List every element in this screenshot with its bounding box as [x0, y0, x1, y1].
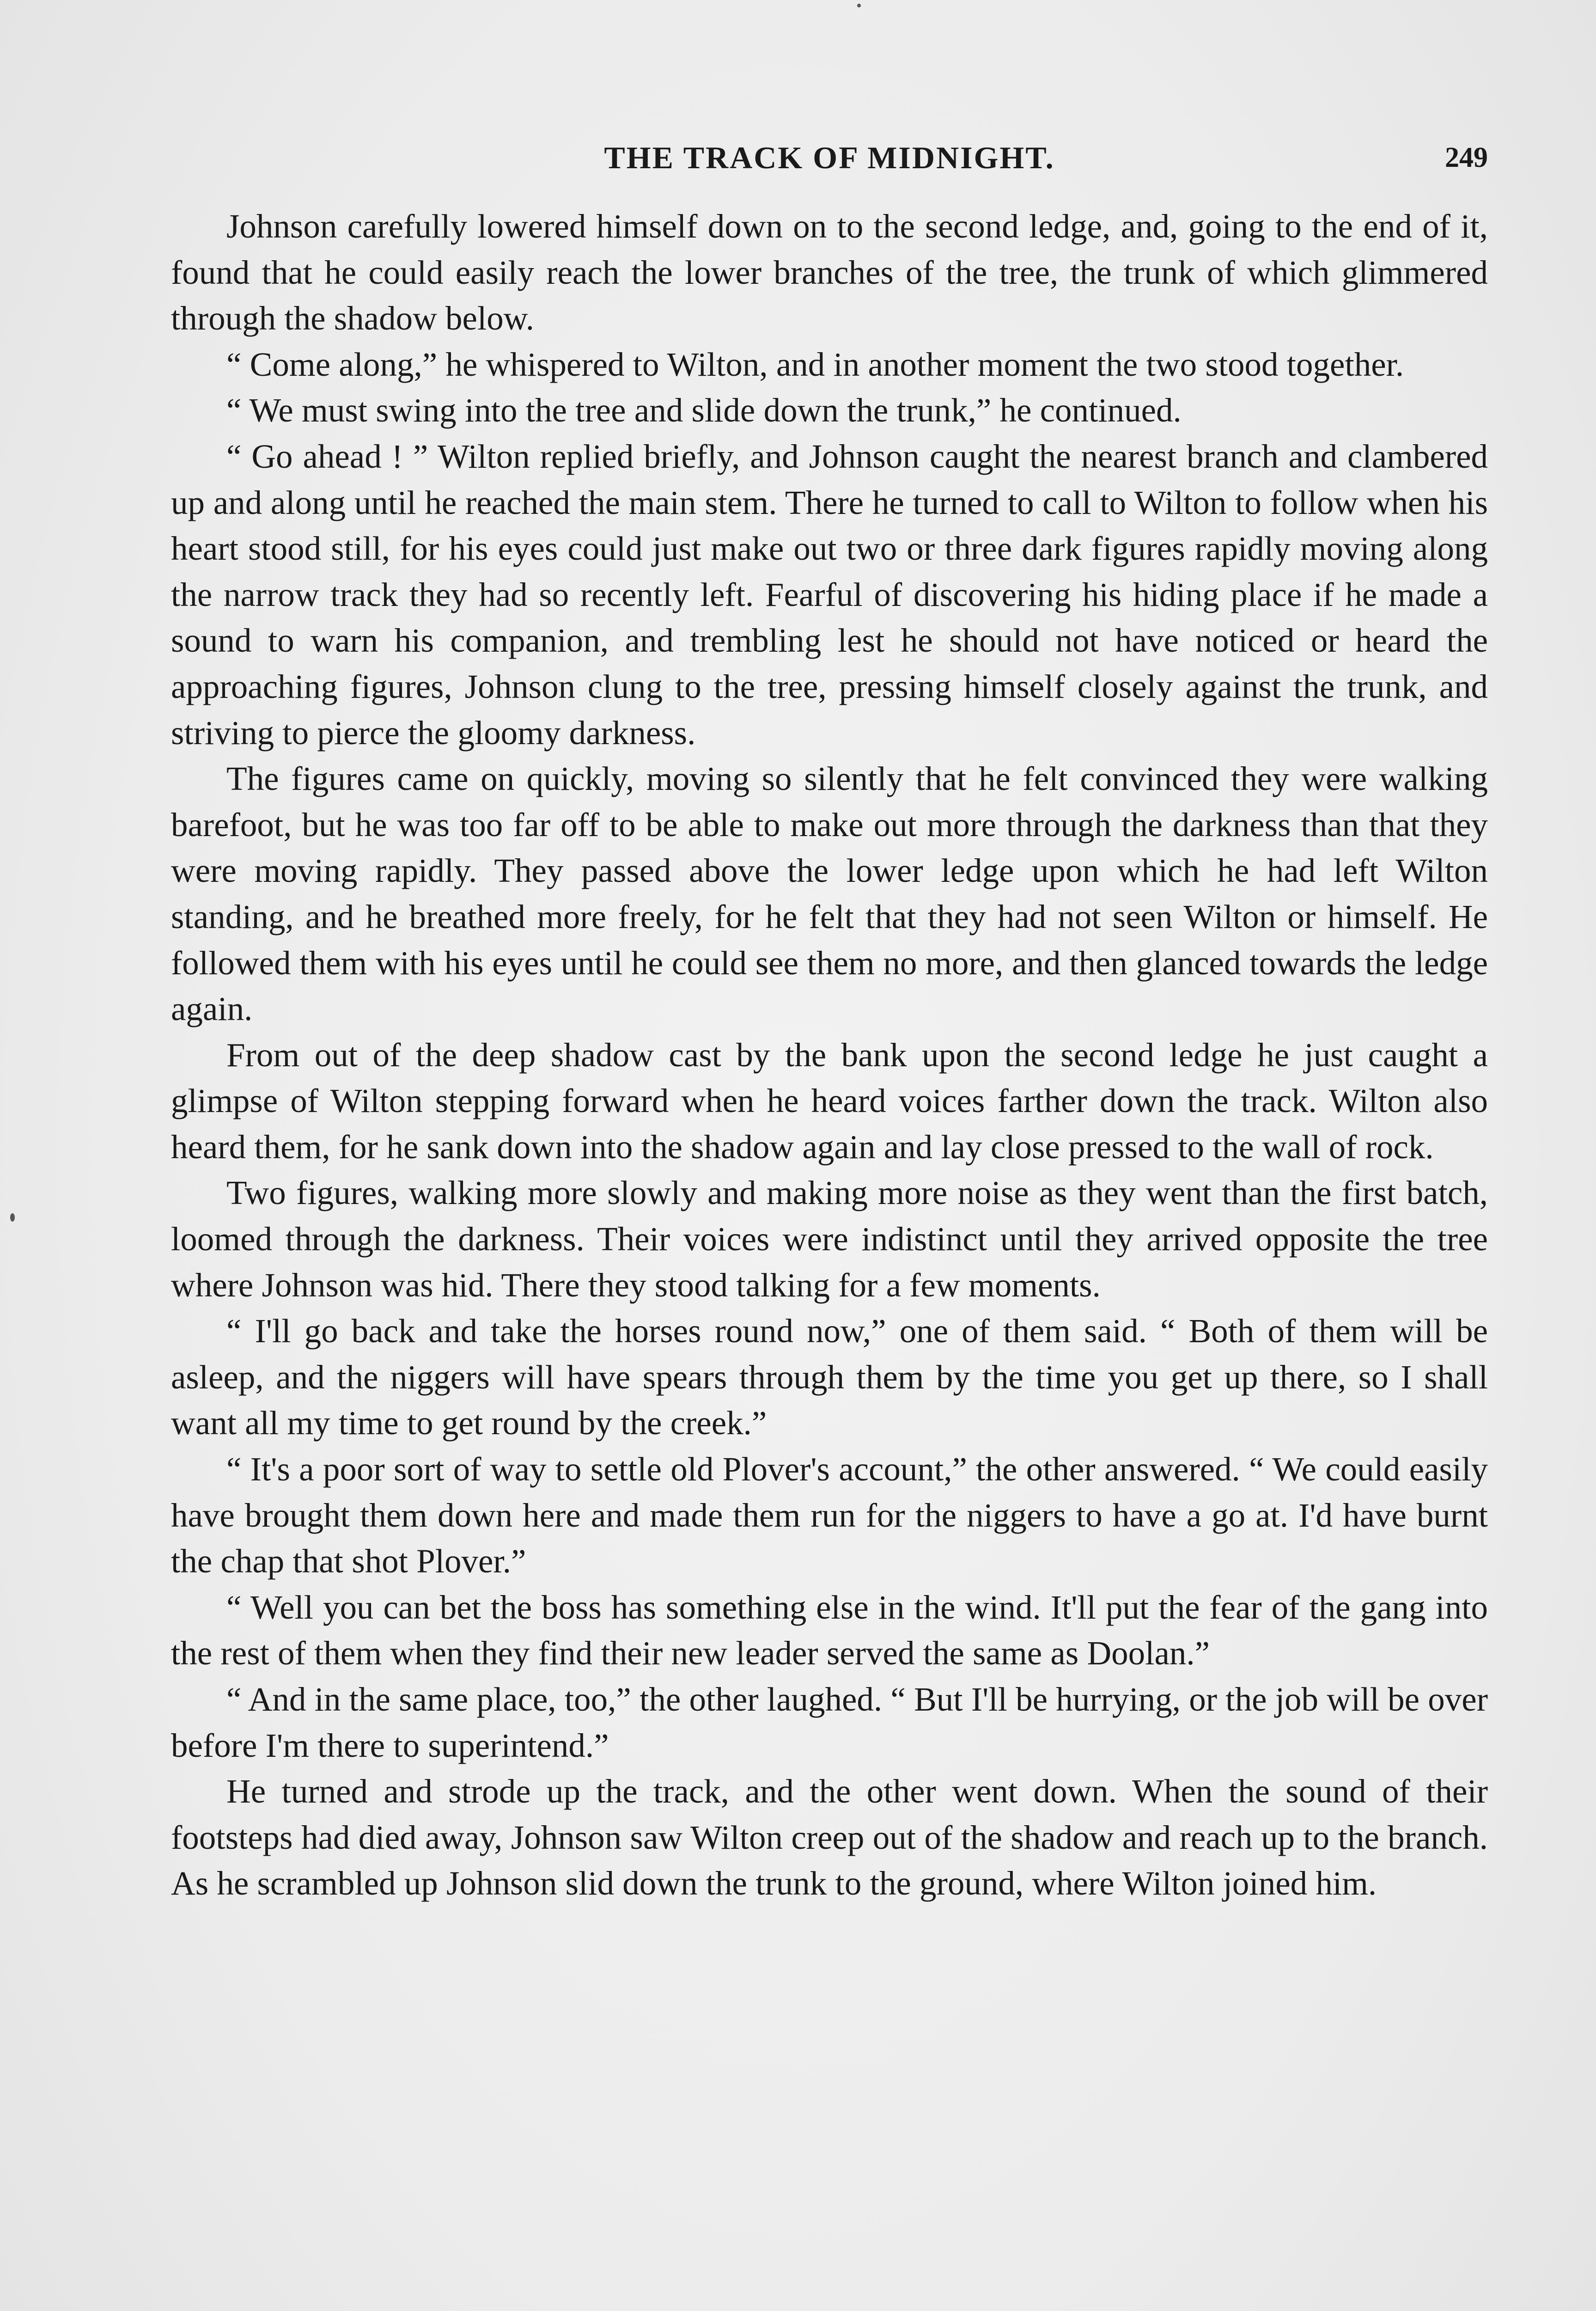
paragraph: “ And in the same place, too,” the other laughed. “ But I'll be hurrying, or the job will be over before I'm there to superintend.”: [171, 1681, 1488, 1764]
paragraph: “ Come along,” he whispered to Wilton, and in another moment the two stood together.: [226, 345, 1404, 383]
paragraph: “ It's a poor sort of way to settle old Plover's account,” the other answered. “ We could easily have brought them down here and made them run for the niggers to have a go at. I'd have burnt the chap that shot Plover.”: [171, 1450, 1488, 1580]
paragraph: “ I'll go back and take the horses round now,” one of them said. “ Both of them will be asleep, and the niggers will have spears through them by the time you get up there, so I shall want all my time to get round by the creek.”: [171, 1312, 1488, 1442]
paragraph: Two figures, walking more slowly and making more noise as they went than the first batch, loomed through the darkness. Their voices were indistinct until they arrived opposite the tree where Johnson was hid. There they stood talking for a few moments.: [171, 1174, 1488, 1304]
page-number: 249: [1445, 142, 1488, 173]
paragraph: “ Well you can bet the boss has something else in the wind. It'll put the fear of the gang into the rest of them when they find their new leader served the same as Doolan.”: [171, 1588, 1488, 1672]
print-speck: [857, 4, 861, 7]
paragraph: Johnson carefully lowered himself down on to the second ledge, and, going to the end of it, found that he could easily reach the lower branches of the tree, the trunk of which glimmered through the shadow below.: [171, 208, 1488, 337]
paragraph: “ We must swing into the tree and slide down the trunk,” he continued.: [226, 391, 1182, 429]
paragraph: The figures came on quickly, moving so silently that he felt convinced they were walking barefoot, but he was too far off to be able to make out more through the darkness than that they were moving rapidly. They passed above the lower ledge upon which he had left Wilton standing, and he breathed more freely, for he felt that they had not seen Wilton or himself. He followed them with his eyes until he could see them no more, and then glanced towards the ledge again.: [171, 760, 1488, 1028]
body-text: [171, 203, 1488, 1907]
print-speck: [10, 1213, 15, 1222]
running-head: [171, 135, 1488, 186]
paragraph: From out of the deep shadow cast by the bank upon the second ledge he just caught a glimpse of Wilton stepping forward when he heard voices farther down the track. Wilton also heard them, for he sank down into the shadow again and lay close pressed to the wall of rock.: [171, 1036, 1488, 1166]
running-title: THE TRACK OF MIDNIGHT.: [604, 140, 1055, 175]
paragraph: He turned and strode up the track, and the other went down. When the sound of their footsteps had died away, Johnson saw Wilton creep out of the shadow and reach up to the branch. As he scrambled up Johnson slid down the trunk to the ground, where Wilton joined him.: [171, 1773, 1488, 1902]
paragraph: “ Go ahead ! ” Wilton replied briefly, and Johnson caught the nearest branch and clambered up and along until he reached the main stem. There he turned to call to Wilton to follow when his heart stood still, for his eyes could just make out two or three dark figures rapidly moving along the narrow track they had so recently left. Fearful of discovering his hiding place if he made a sound to warn his companion, and trembling lest he should not have noticed or heard the approaching figures, Johnson clung to the tree, pressing himself closely against the trunk, and striving to pierce the gloomy darkness.: [171, 437, 1488, 752]
